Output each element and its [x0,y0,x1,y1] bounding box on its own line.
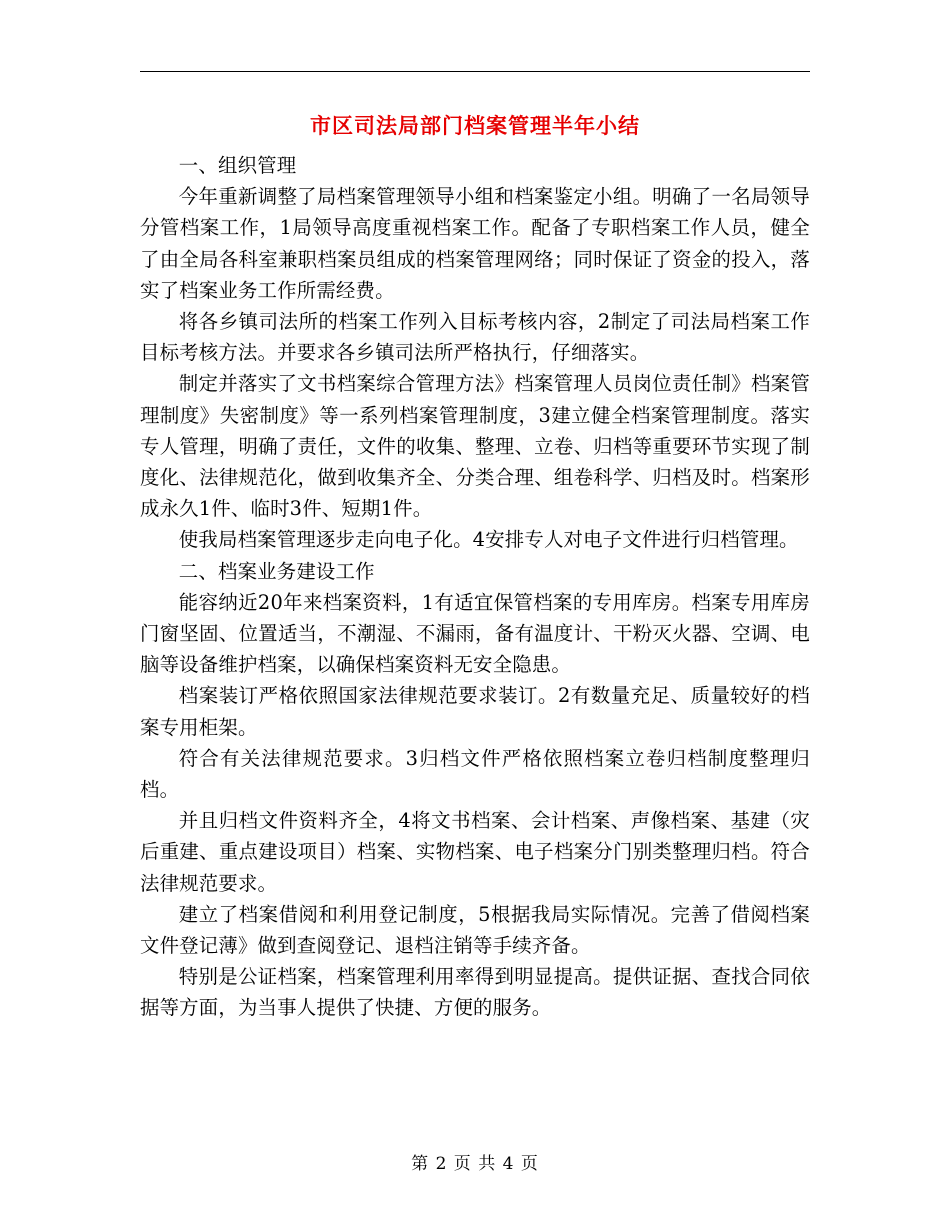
paragraph: 并且归档文件资料齐全，4将文书档案、会计档案、声像档案、基建（灾后重建、重点建设项目）档案、实物档案、电子档案分门别类整理归档。符合法律规范要求。 [140,809,810,895]
header-rule [140,71,810,72]
section-heading: 一、组织管理 [178,154,297,177]
section-heading: 二、档案业务建设工作 [178,559,375,583]
paragraph: 符合有关法律规范要求。3归档文件严格依照档案立卷归档制度整理归档。 [140,746,810,802]
paragraph: 特别是公证档案，档案管理利用率得到明显提高。提供证据、查找合同依据等方面，为当事人提供了快捷、方便的服务。 [140,965,810,1020]
paragraph: 制定并落实了文书档案综合管理方法》档案管理人员岗位责任制》档案管理制度》失密制度》等一系列档案管理制度，3建立健全档案管理制度。落实专人管理，明确了责任，文件的收集、整理、立卷、归档等重要环节实现了制度化、法律规范化，做到收集齐全、分类合理、组卷科学、归档及时。档案形成永久1件、临时3件、短期1件。 [140,372,810,521]
page-number-footer: 第 2 页 共 4 页 [411,1154,539,1174]
document-body [140,150,810,1024]
paragraph: 将各乡镇司法所的档案工作列入目标考核内容，2制定了司法局档案工作目标考核方法。并要求各乡镇司法所严格执行，仔细落实。 [140,310,810,365]
paragraph: 今年重新调整了局档案管理领导小组和档案鉴定小组。明确了一名局领导分管档案工作，1局领导高度重视档案工作。配备了专职档案工作人员，健全了由全局各科室兼职档案员组成的档案管理网络；同时保证了资金的投入，落实了档案业务工作所需经费。 [140,185,810,302]
paragraph: 能容纳近20年来档案资料，1有适宜保管档案的专用库房。档案专用库房门窗坚固、位置适当，不潮湿、不漏雨，备有温度计、干粉灭火器、空调、电脑等设备维护档案，以确保档案资料无安全隐患。 [140,590,810,677]
document-title: 市区司法局部门档案管理半年小结 [310,113,640,138]
paragraph: 使我局档案管理逐步走向电子化。4安排专人对电子文件进行归档管理。 [178,528,799,552]
paragraph: 建立了档案借阅和利用登记制度，5根据我局实际情况。完善了借阅档案文件登记薄》做到查阅登记、退档注销等手续齐备。 [140,902,810,958]
paragraph: 档案装订严格依照国家法律规范要求装订。2有数量充足、质量较好的档案专用柜架。 [140,684,810,739]
